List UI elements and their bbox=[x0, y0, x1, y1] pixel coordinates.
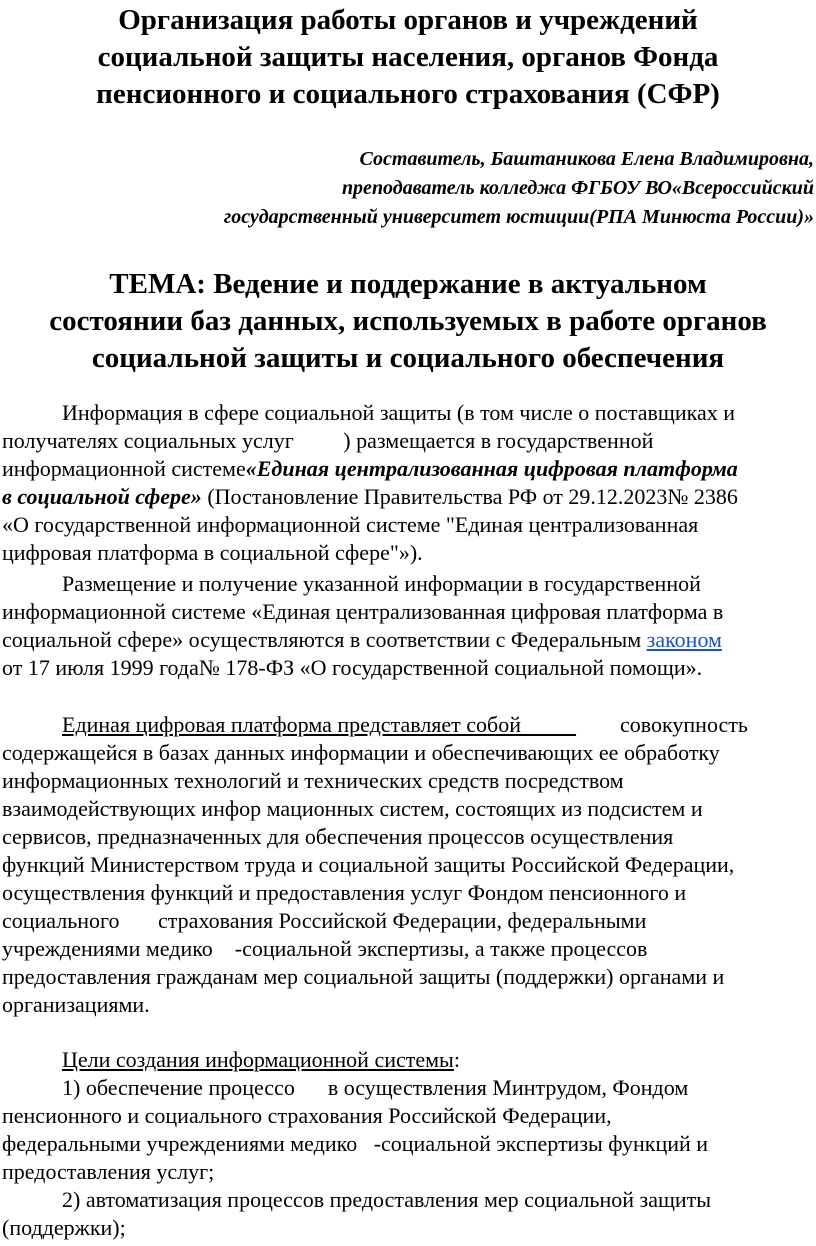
list-item: 2) автоматизация процессов предоставления мер социальной защиты bbox=[62, 1187, 712, 1212]
paragraph-platform-definition bbox=[2, 711, 814, 1019]
title-line: пенсионного и социального страхования (СФР) bbox=[96, 78, 720, 110]
text-line: цифровая платформа в социальной сфере"»). bbox=[2, 540, 423, 565]
text-line: сервисов, предназначенных для обеспечения процессов осуществления bbox=[2, 824, 674, 849]
text-line: функций Министерством труда и социальной защиты Российской Федерации, bbox=[2, 852, 735, 877]
text-span: совокупность bbox=[576, 712, 748, 737]
text-line: информационных технологий и технических средств посредством bbox=[2, 768, 624, 793]
text-line: учреждениями медико -социальной экспертизы, а также процессов bbox=[2, 936, 648, 961]
text-line: пенсионного и социального страхования Российской Федерации, bbox=[2, 1103, 612, 1128]
text-line: предоставления услуг; bbox=[2, 1159, 215, 1184]
paragraph-goals bbox=[2, 1046, 814, 1242]
text-span: социальной сфере» осуществляются в соответствии с Федеральным bbox=[2, 627, 647, 652]
author-line: преподаватель колледжа ФГБОУ ВО«Всероссийский bbox=[341, 177, 814, 199]
title-line: социальной защиты населения, органов Фонда bbox=[97, 41, 719, 73]
text-line bbox=[2, 455, 814, 483]
topic-line: социальной защиты и социального обеспечения bbox=[91, 342, 725, 374]
paragraph-information bbox=[2, 399, 814, 567]
text-line: осуществления функций и предоставления услуг Фондом пенсионного и bbox=[2, 880, 687, 905]
author-block bbox=[34, 145, 814, 232]
text-span: : bbox=[453, 1047, 460, 1072]
list-item: 1) обеспечение процессо в осуществления Минтрудом, Фондом bbox=[62, 1075, 689, 1100]
text-line: от 17 июля 1999 года№ 178-ФЗ «О государственной социальной помощи». bbox=[2, 655, 703, 680]
underlined-term: Единая цифровая платформа представляет собой bbox=[62, 712, 577, 737]
topic-line: ТЕМА: Ведение и поддержание в актуальном bbox=[109, 268, 707, 300]
text-line: предоставления гражданам мер социальной защиты (поддержки) органами и bbox=[2, 964, 725, 989]
underlined-heading: Цели создания информационной системы bbox=[62, 1047, 454, 1072]
topic-heading bbox=[0, 266, 816, 377]
text-line bbox=[2, 483, 814, 511]
text-line: организациями. bbox=[2, 992, 150, 1017]
text-line: взаимодействующих инфор мационных систем, состоящих из подсистем и bbox=[2, 796, 703, 821]
paragraph-placement bbox=[2, 570, 814, 682]
text-line: (поддержки); bbox=[2, 1215, 126, 1240]
emphasized-text: «Единая централизованная цифровая платформа bbox=[245, 456, 738, 481]
author-line: государственный университет юстиции(РПА Минюста России)» bbox=[223, 206, 814, 228]
text-line: Размещение и получение указанной информации в государственной bbox=[62, 571, 701, 596]
text-line bbox=[2, 626, 814, 654]
text-span: (Постановление Правительства РФ от 29.12.2023№ 2386 bbox=[201, 484, 738, 509]
author-line: Составитель, Баштаникова Елена Владимировна, bbox=[359, 148, 814, 170]
text-line bbox=[2, 711, 814, 739]
text-span: информационной системе bbox=[2, 456, 246, 481]
text-line: социального страхования Российской Федерации, федеральными bbox=[2, 908, 647, 933]
text-line: «О государственной информационной системе "Единая централизованная bbox=[2, 512, 699, 537]
text-line: федеральными учреждениями медико -социальной экспертизы функций и bbox=[2, 1131, 709, 1156]
text-line: содержащейся в базах данных информации и обеспечивающих ее обработку bbox=[2, 740, 720, 765]
topic-line: состоянии баз данных, используемых в работе органов bbox=[49, 305, 767, 337]
law-link[interactable]: законом bbox=[646, 627, 722, 652]
text-line: Информация в сфере социальной защиты (в том числе о поставщиках и bbox=[62, 400, 735, 425]
goals-heading bbox=[2, 1046, 814, 1074]
text-line: получателях социальных услуг ) размещается в государственной bbox=[2, 428, 654, 453]
emphasized-text: в социальной сфере» bbox=[2, 484, 202, 509]
text-line: информационной системе «Единая централизованная цифровая платформа в bbox=[2, 599, 724, 624]
document-title bbox=[0, 2, 816, 113]
title-line: Организация работы органов и учреждений bbox=[118, 4, 698, 36]
